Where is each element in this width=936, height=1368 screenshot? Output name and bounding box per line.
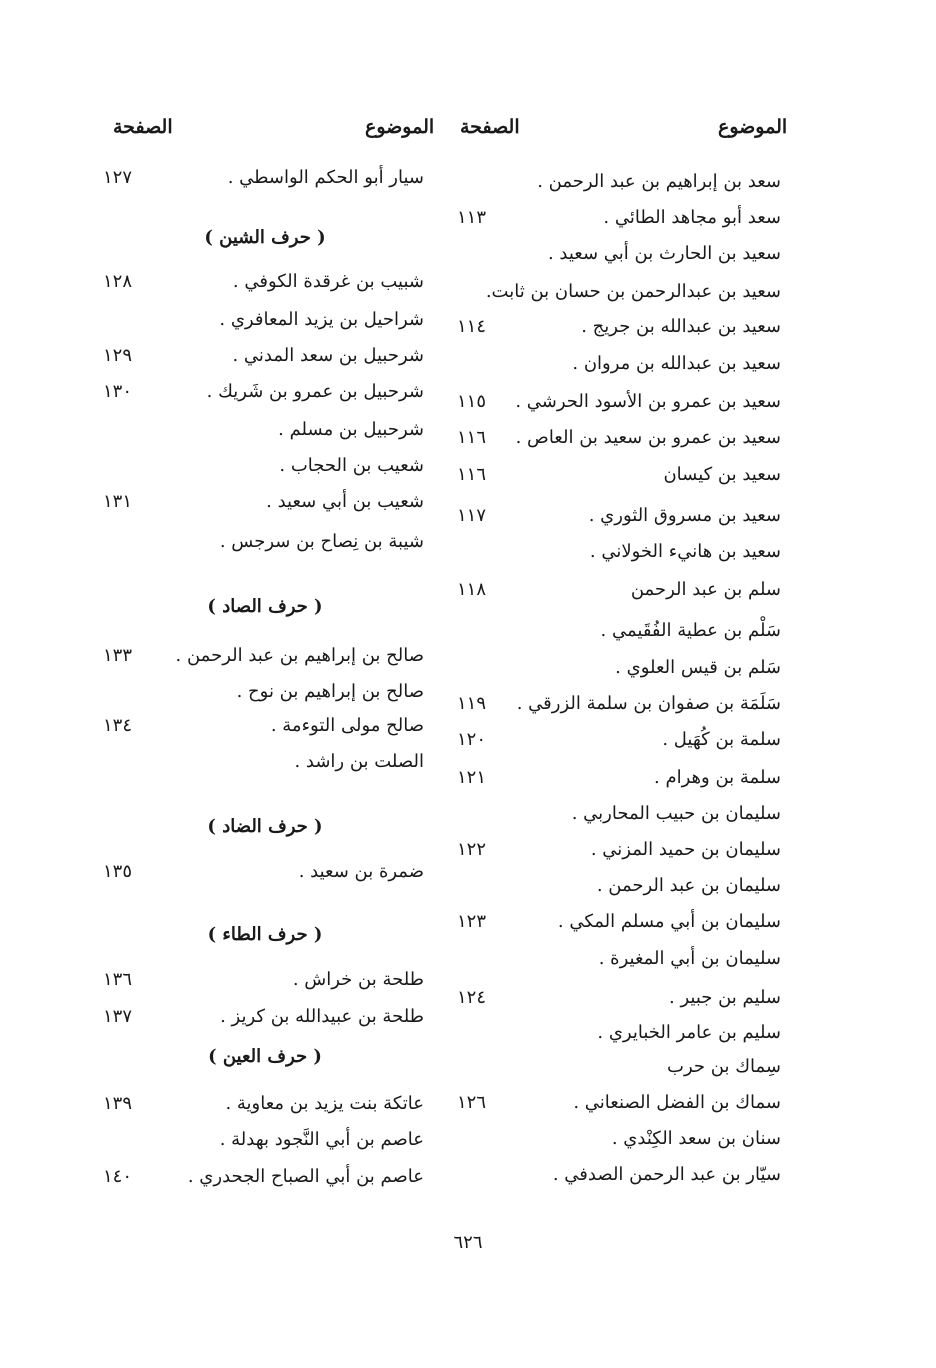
index-entry-topic: سليمان بن حميد المزني . xyxy=(590,839,781,860)
index-entry-page: ١٢٤ xyxy=(457,987,487,1008)
index-entry-page: ١٣٣ xyxy=(103,645,133,666)
index-entry-topic: سلمة بن كُهَيل . xyxy=(662,729,781,750)
index-entry-topic: شبيب بن غرقدة الكوفي . xyxy=(232,271,424,292)
index-entry-topic: ضمرة بن سعيد . xyxy=(298,861,424,882)
index-entry-topic: عاصم بن أبي الصباح الجحدري . xyxy=(187,1166,424,1187)
index-entry-topic: سنان بن سعد الكِنْدي . xyxy=(611,1128,781,1149)
index-entry-topic: سعيد بن عبدالرحمن بن حسان بن ثابت. xyxy=(485,281,781,302)
index-entry-topic: شعيب بن الحجاب . xyxy=(279,455,424,476)
left-page-header: الصفحة xyxy=(113,116,173,138)
left-topic-header: الموضوع xyxy=(365,116,435,138)
index-entry-topic: سليمان بن عبد الرحمن . xyxy=(596,875,781,896)
index-entry-page: ١٣٧ xyxy=(103,1006,133,1027)
index-entry-topic: شرحبيل بن عمرو بن شَريك . xyxy=(206,381,424,402)
index-entry-topic: سعيد بن الحارث بن أبي سعيد . xyxy=(547,243,781,264)
index-entry-page: ١١٨ xyxy=(457,579,487,600)
section-heading: ( حرف الشين ) xyxy=(204,227,326,248)
index-entry-page: ١٣٤ xyxy=(103,715,133,736)
index-entry-topic: شرحبيل بن سعد المدني . xyxy=(232,345,424,366)
section-heading: ( حرف العين ) xyxy=(208,1046,322,1067)
page-number: ٦٢٦ xyxy=(453,1232,483,1253)
index-entry-topic: شراحيل بن يزيد المعافري . xyxy=(219,309,424,330)
index-entry-page: ١٢٧ xyxy=(103,167,133,188)
index-entry-topic: سعيد بن عمرو بن سعيد بن العاص . xyxy=(515,427,781,448)
index-entry-topic: سَلْم بن عطية الفُقَيمي . xyxy=(600,620,781,641)
index-entry-topic: سعد أبو مجاهد الطائي . xyxy=(603,207,781,228)
index-entry-topic: سعيد بن هانيء الخولاني . xyxy=(589,541,781,562)
index-entry-topic: سليم بن جبير . xyxy=(669,987,781,1008)
index-entry-page: ١٢٩ xyxy=(103,345,133,366)
index-entry-page: ١٢٣ xyxy=(457,911,487,932)
index-entry-page: ١٣١ xyxy=(103,491,133,512)
index-entry-topic: سليمان بن أبي مسلم المكي . xyxy=(557,911,781,932)
index-entry-page: ١١٦ xyxy=(457,464,487,485)
index-entry-page: ١٢٢ xyxy=(457,839,487,860)
index-entry-page: ١١٥ xyxy=(457,391,487,412)
section-heading: ( حرف الطاء ) xyxy=(207,924,323,945)
index-entry-topic: صالح بن إبراهيم بن عبد الرحمن . xyxy=(175,645,424,666)
index-entry-page: ١٢٨ xyxy=(103,271,133,292)
index-entry-topic: الصلت بن راشد . xyxy=(294,751,424,772)
index-entry-topic: طلحة بن خراش . xyxy=(292,969,424,990)
section-heading: ( حرف الصاد ) xyxy=(207,596,323,617)
index-entry-topic: سليمان بن حبيب المحاربي . xyxy=(571,803,781,824)
index-entry-topic: عاتكة بنت يزيد بن معاوية . xyxy=(225,1093,424,1114)
index-entry-topic: سعد بن إبراهيم بن عبد الرحمن . xyxy=(537,171,781,192)
index-entry-topic: سلمة بن وهرام . xyxy=(654,767,781,788)
index-entry-topic: شعيب بن أبي سعيد . xyxy=(266,491,424,512)
index-entry-topic: صالح مولى التوءمة . xyxy=(270,715,424,736)
index-entry-page: ١٣٥ xyxy=(103,861,133,882)
index-entry-topic: طلحة بن عبيدالله بن كريز . xyxy=(220,1006,424,1027)
index-entry-topic: سعيد بن كيسان xyxy=(663,464,781,485)
index-entry-page: ١٣٠ xyxy=(103,381,133,402)
index-entry-page: ١٣٩ xyxy=(103,1093,133,1114)
index-entry-topic: سعيد بن مسروق الثوري . xyxy=(588,505,781,526)
index-entry-topic: سعيد بن عبدالله بن مروان . xyxy=(572,353,781,374)
index-entry-topic: سَلم بن قيس العلوي . xyxy=(615,657,781,678)
index-entry-page: ١١٤ xyxy=(457,316,487,337)
index-entry-page: ١٤٠ xyxy=(103,1166,133,1187)
index-entry-topic: سماك بن الفضل الصنعاني . xyxy=(573,1092,781,1113)
index-entry-topic: سيّار بن عبد الرحمن الصدفي . xyxy=(552,1164,781,1185)
index-entry-topic: سعيد بن عبدالله بن جريج . xyxy=(581,316,781,337)
index-entry-topic: سيار أبو الحكم الواسطي . xyxy=(227,167,424,188)
index-entry-page: ١٣٦ xyxy=(103,969,133,990)
index-entry-topic: سليم بن عامر الخبايري . xyxy=(597,1022,781,1043)
index-entry-page: ١٢٠ xyxy=(457,729,487,750)
index-entry-topic: شيبة بن نِصاح بن سرجس . xyxy=(219,531,424,552)
index-entry-topic: سليمان بن أبي المغيرة . xyxy=(598,948,781,969)
index-entry-page: ١١٧ xyxy=(457,505,487,526)
right-topic-header: الموضوع xyxy=(718,116,788,138)
index-entry-topic: سلم بن عبد الرحمن xyxy=(630,579,781,600)
index-entry-topic: عاصم بن أبي النَّجود بهدلة . xyxy=(219,1129,424,1150)
index-entry-topic: سِماك بن حرب xyxy=(667,1056,781,1077)
index-entry-topic: صالح بن إبراهيم بن نوح . xyxy=(236,681,424,702)
section-heading: ( حرف الضاد ) xyxy=(207,816,323,837)
index-entry-page: ١٢٦ xyxy=(457,1092,487,1113)
index-entry-topic: سعيد بن عمرو بن الأسود الحرشي . xyxy=(515,391,781,412)
index-entry-page: ١١٩ xyxy=(457,693,487,714)
index-entry-page: ١١٣ xyxy=(457,207,487,228)
index-entry-topic: سَلَمَة بن صفوان بن سلمة الزرقي . xyxy=(516,693,781,714)
right-page-header: الصفحة xyxy=(460,116,520,138)
index-entry-page: ١١٦ xyxy=(457,427,487,448)
index-entry-page: ١٢١ xyxy=(457,767,487,788)
index-entry-topic: شرحبيل بن مسلم . xyxy=(278,419,424,440)
